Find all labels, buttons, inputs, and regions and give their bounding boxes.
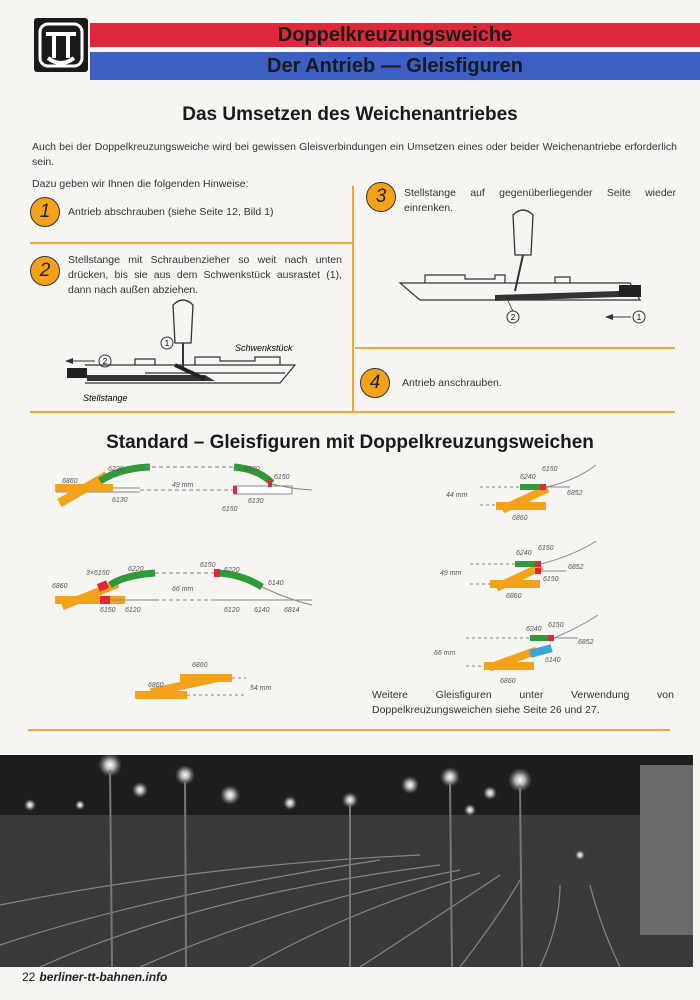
label-6150-e: 6150 (542, 466, 558, 473)
divider-vertical (352, 186, 354, 412)
step-2-text: Stellstange mit Schraubenzieher so weit nach unten drücken, bis sie aus dem Schwenkstück ausrastet (1), dann nach außen abziehen. (68, 254, 342, 296)
track-figures (0, 455, 700, 725)
label-6852-b: 6852 (568, 564, 584, 571)
label-6150-g: 6150 (543, 576, 559, 583)
figure-step-2 (55, 295, 315, 405)
section1-heading: Das Umsetzen des Weichenantriebes (182, 104, 518, 125)
page-footer (22, 970, 167, 984)
label-6852-c: 6852 (578, 639, 594, 646)
label-49mm: 49 mm (172, 482, 194, 489)
label-6150-c: 6150 (100, 607, 116, 614)
label-6150-h: 6150 (548, 622, 564, 629)
label-stellstange: Stellstange (83, 393, 128, 403)
label-6240-a: 6240 (520, 474, 536, 481)
step-3-text: Stellstange auf gegenüberliegender Seite wieder einrenken. (404, 187, 676, 214)
step-3-badge: 3 (366, 182, 396, 212)
figure-b (52, 562, 312, 614)
label-6220-c: 6220 (128, 566, 144, 573)
page-subtitle: Der Antrieb — Gleisfiguren (267, 55, 523, 77)
label-6860-d: 6860 (148, 682, 164, 689)
figure-a (55, 466, 312, 513)
label-54mm: 54 mm (250, 685, 272, 692)
label-6150-d: 6150 (200, 562, 216, 569)
label-6140-a: 6140 (268, 580, 284, 587)
tt-logo-icon (34, 18, 88, 72)
label-6130-a: 6130 (112, 497, 128, 504)
label-6220-b: 6220 (244, 466, 260, 473)
step-4-text: Antrieb anschrauben. (402, 377, 502, 389)
divider-section2 (28, 729, 670, 731)
tt-logo (34, 18, 88, 72)
label-6150-b: 6150 (222, 506, 238, 513)
callout-2: 2 (102, 357, 108, 366)
label-6220-d: 6220 (224, 567, 240, 574)
divider-right (355, 347, 675, 349)
label-6240-c: 6240 (526, 626, 542, 633)
label-3x6150: 3×6150 (86, 570, 110, 577)
stellstange-end (67, 368, 87, 378)
callout-1: 1 (636, 313, 642, 322)
label-6120-b: 6120 (224, 607, 240, 614)
figure-f (434, 615, 598, 685)
label-6150-f: 6150 (538, 545, 554, 552)
label-schwenkstueck: Schwenkstück (235, 343, 293, 353)
label-44mm: 44 mm (446, 492, 468, 499)
label-6852-a: 6852 (567, 490, 583, 497)
label-66mm-a: 66 mm (172, 586, 194, 593)
figure-e (440, 541, 596, 600)
label-6860-g: 6860 (500, 678, 516, 685)
callout-1: 1 (164, 339, 170, 348)
label-6140-b: 6140 (254, 607, 270, 614)
label-6860-f: 6860 (506, 593, 522, 600)
railyard-image (0, 755, 693, 967)
site-credit: berliner-tt-bahnen.info (39, 970, 168, 984)
label-6220-a: 6220 (108, 466, 124, 473)
figure-step-3 (395, 205, 675, 335)
label-6860-a: 6860 (62, 478, 78, 485)
label-6240-b: 6240 (516, 550, 532, 557)
hint-text: Dazu geben wir Ihnen die folgenden Hinweise: (32, 178, 249, 190)
screwdriver-icon (173, 300, 193, 343)
divider-left (30, 242, 353, 244)
step-1-badge: 1 (30, 197, 60, 227)
label-6814: 6814 (284, 607, 300, 614)
figure-d (446, 465, 596, 522)
section2-heading: Standard – Gleisfiguren mit Doppelkreuzungsweichen (106, 432, 594, 453)
label-49mm-b: 49 mm (440, 570, 462, 577)
step-4-badge: 4 (360, 368, 390, 398)
label-6860-c: 6860 (192, 662, 208, 669)
further-figures-note: Weitere Gleisfiguren unter Verwendung von Doppelkreuzungsweichen siehe Seite 26 und 27. (372, 689, 674, 716)
night-railyard-photo (0, 755, 693, 967)
stellstange-end (619, 285, 641, 297)
figure-c (135, 662, 272, 699)
step-2-badge: 2 (30, 256, 60, 286)
title-band-red (90, 23, 700, 47)
divider-bottom (30, 411, 675, 413)
screwdriver-icon (513, 210, 533, 255)
intro-text: Auch bei der Doppelkreuzungsweiche wird bei gewissen Gleisverbindungen ein Umsetzen eines oder beider Weichenantriebe erforderlich sein. (32, 141, 677, 168)
label-6140-c: 6140 (545, 657, 561, 664)
label-6150-a: 6150 (274, 474, 290, 481)
step-1-text: Antrieb abschrauben (siehe Seite 12, Bild 1) (68, 206, 274, 218)
label-66mm-b: 66 mm (434, 650, 456, 657)
page-number: 22 (22, 970, 36, 984)
page-title: Doppelkreuzungsweiche (277, 24, 513, 46)
label-6130-b: 6130 (248, 498, 264, 505)
label-6860-b: 6860 (52, 583, 68, 590)
label-6860-e: 6860 (512, 515, 528, 522)
label-6120-a: 6120 (125, 607, 141, 614)
callout-2: 2 (510, 313, 516, 322)
title-band-blue (90, 52, 700, 80)
